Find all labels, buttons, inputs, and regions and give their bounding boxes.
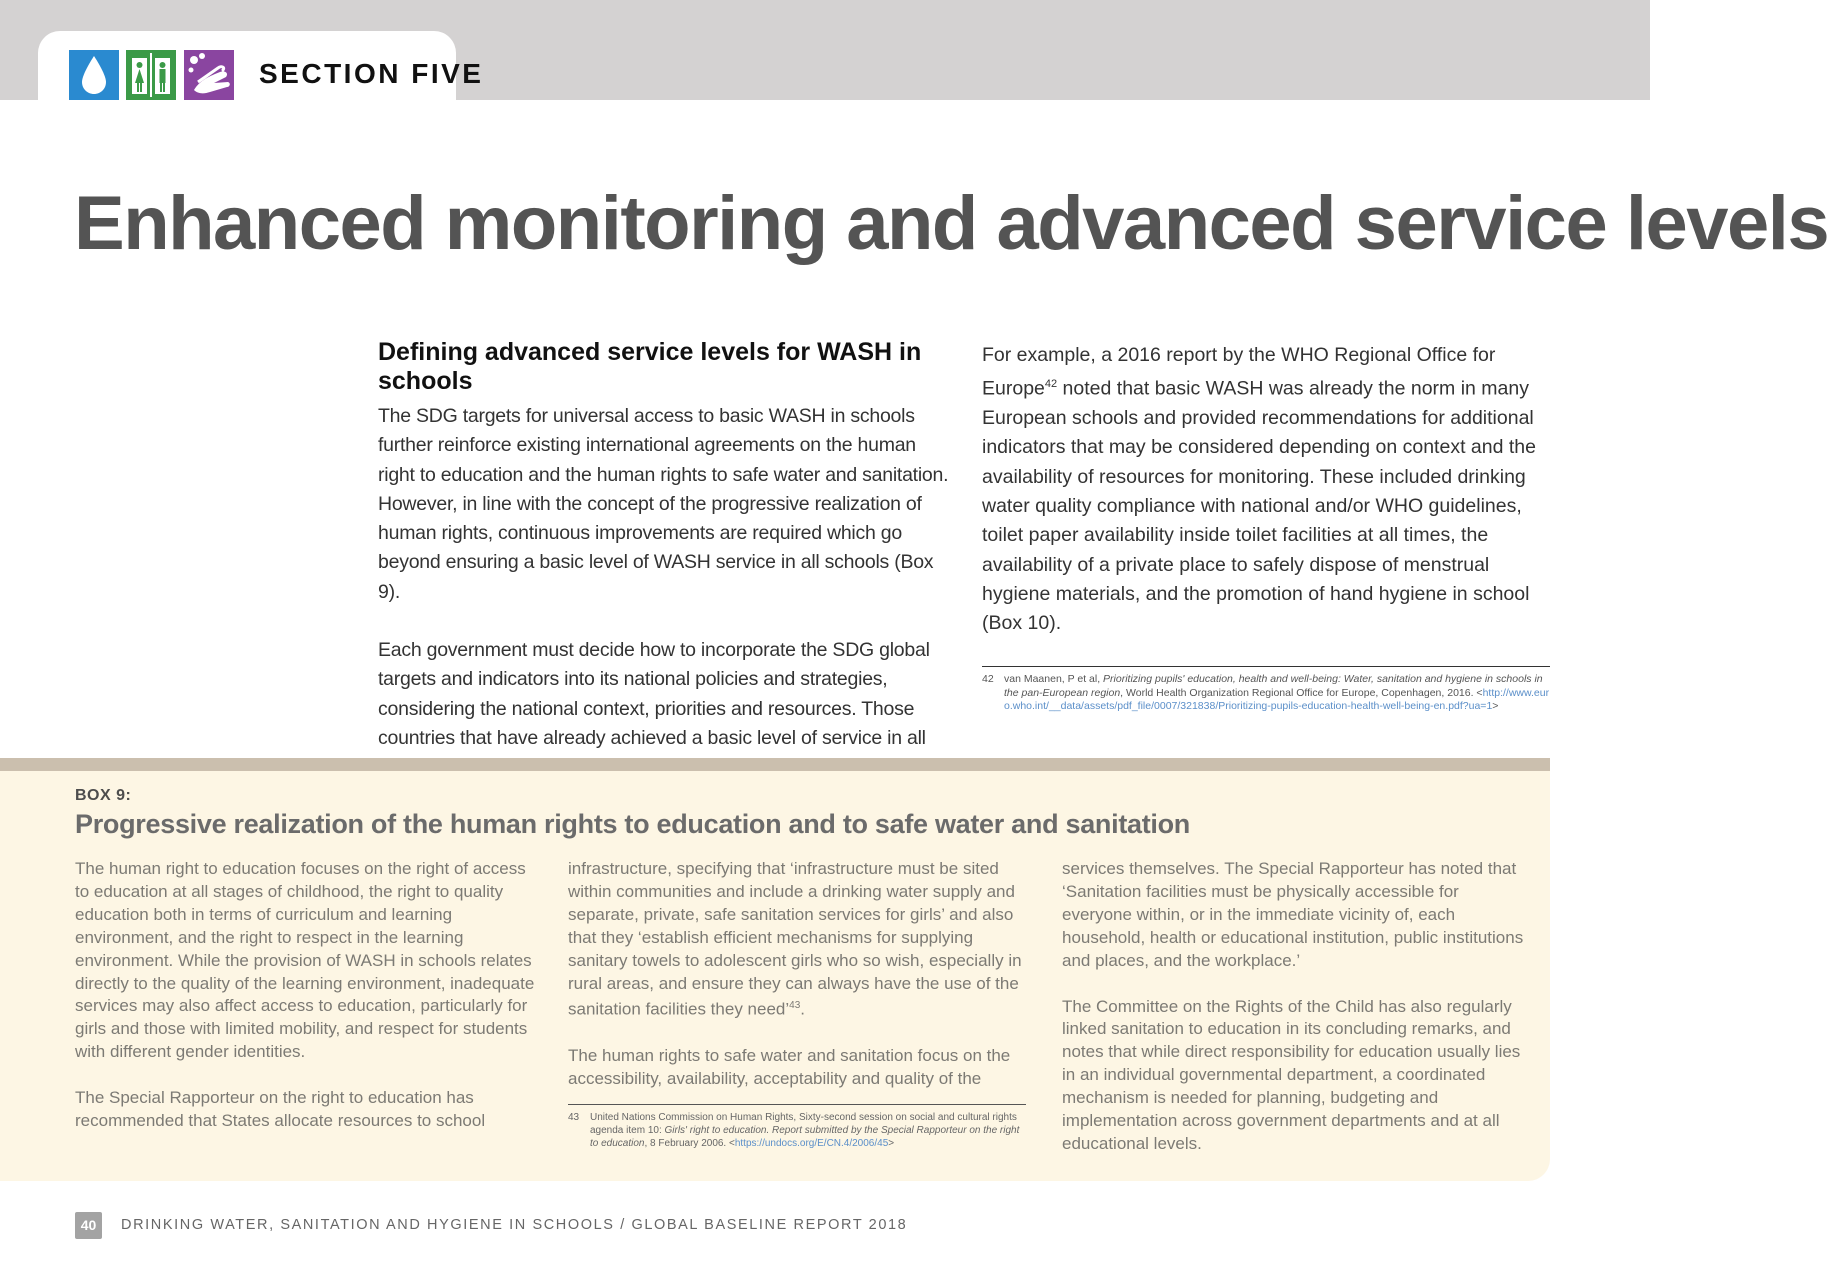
footnote-divider [568,1104,1026,1105]
left-column [378,338,954,783]
water-drop-icon [69,50,119,100]
box-paragraph-text: infrastructure, specifying that ‘infrastructure must be sited within communities and include a drinking water supply and separate, private, safe sanitation services for girls’ and also that they ‘establish efficient mechanisms for supplying sanitary towels to adolescent girls who so wish, especially in rural areas, and ensure they can always have the use of the sanitation facilities they need’ [568,859,1022,1020]
box-column-2 [568,858,1033,1091]
footnote-close: > [1492,700,1499,712]
section-subheading: Defining advanced service levels for WASH in schools [378,338,922,395]
right-column [982,341,1552,638]
footnote-divider [982,666,1550,667]
footnote-title: Prioritizing pupils' education, health and well-being: Water, sanitation and hygiene in schools in the pan-European region [1004,673,1543,699]
footnote-authors: van Maanen, P et al, [1004,673,1104,685]
footnote-ref[interactable]: 43 [789,1000,801,1012]
footnote-42 [982,673,1552,714]
paragraph [982,341,1552,638]
box-column-3 [1062,858,1532,1156]
page-title: Enhanced monitoring and advanced service levels [74,181,1828,266]
footnote-link[interactable]: http://www.euro.who.int/__data/assets/pdf_file/0007/321838/Prioritizing-pupils-education-health-well-being-en.pdf?ua=1 [1004,686,1550,712]
footnote-link[interactable]: https://undocs.org/E/CN.4/2006/45 [734,1138,889,1149]
footnote-text: United Nations Commission on Human Rights, Sixty-second session on social and cultural rights agenda item 10: [590,1112,1017,1136]
footnote-number: 42 [982,673,994,685]
page-number: 40 [75,1212,102,1239]
footnote-ref[interactable]: 42 [1044,378,1058,391]
handwashing-icon [184,50,234,100]
box-paragraph: The human right to education focuses on the right of access to education at all stages of childhood, the right to quality education both in terms of curriculum and learning environment, and the right to respect in the learning environment. While the provision of WASH in schools relates directly to the quality of the learning environment, inadequate services may also affect access to education, particularly for girls and those with limited mobility, and respect for students with different gender identities. [75,859,535,1062]
box-column-1 [75,858,540,1133]
box-title: Progressive realization of the human rights to education and to safe water and sanitation [75,809,1191,839]
footnote-close: > [888,1138,895,1149]
toilet-icon [126,50,176,100]
box-paragraph: The human rights to safe water and sanitation focus on the accessibility, availability, acceptability and quality of the [568,1046,1011,1088]
box-top-bar [0,758,1550,771]
box-paragraph: services themselves. The Special Rapporteur has noted that ‘Sanitation facilities must be physically accessible for everyone within, or in the immediate vicinity of, each household, health or educational institution, public institutions and places, and the workplace.’ [1062,859,1524,970]
paragraph-text: For example, a 2016 report by the WHO Regional Office for Europe [982,344,1496,400]
box-label: BOX 9: [75,787,132,804]
box-paragraph: The Committee on the Rights of the Child has also regularly linked sanitation to education in its concluding remarks, and notes that while direct responsibility for education usually lies in an individual governmental department, a coordinated mechanism is needed for planning, budgeting and implementation across government departments and at all educational levels. [1062,996,1521,1153]
paragraph-text: noted that basic WASH was already the norm in many European schools and provided recommendations for additional indicators that may be considered depending on context and the availability of resources for monitoring. These included drinking water quality compliance with national and/or WHO guidelines, toilet paper availability inside toilet facilities at all times, the availability of a private place to safely dispose of menstrual hygiene materials, and the promotion of hand hygiene in school (Box 10). [982,377,1536,635]
footnote-title: Girls' right to education. Report submitted by the Special Rapporteur on the right to education [590,1125,1020,1149]
box-paragraph [568,858,1033,1022]
section-label: SECTION FIVE [259,58,484,89]
paragraph: The SDG targets for universal access to basic WASH in schools further reinforce existing international agreements on the human right to education and the human rights to safe water and sanitation. However, in line with the concept of the progressive realization of human rights, continuous improvements are required which go beyond ensuring a basic level of WASH service in all schools (Box 9). [378,405,949,603]
box-paragraph-text: . [800,1000,805,1020]
box-paragraph: The Special Rapporteur on the right to education has recommended that States allocate resources to school [75,1088,486,1131]
footnote-number: 43 [568,1112,580,1123]
footer-title: DRINKING WATER, SANITATION AND HYGIENE IN SCHOOLS / GLOBAL BASELINE REPORT 2018 [121,1217,908,1233]
footnote-43 [568,1111,1028,1150]
paragraph: Each government must decide how to incorporate the SDG global targets and indicators into its national policies and strategies, considering the national context, priorities and resources. Those countries that have already achieved a basic level of service in all [378,639,930,749]
footnote-publisher: , World Health Organization Regional Office for Europe, Copenhagen, 2016. < [1120,686,1483,699]
footnote-text: , 8 February 2006. < [644,1138,735,1149]
